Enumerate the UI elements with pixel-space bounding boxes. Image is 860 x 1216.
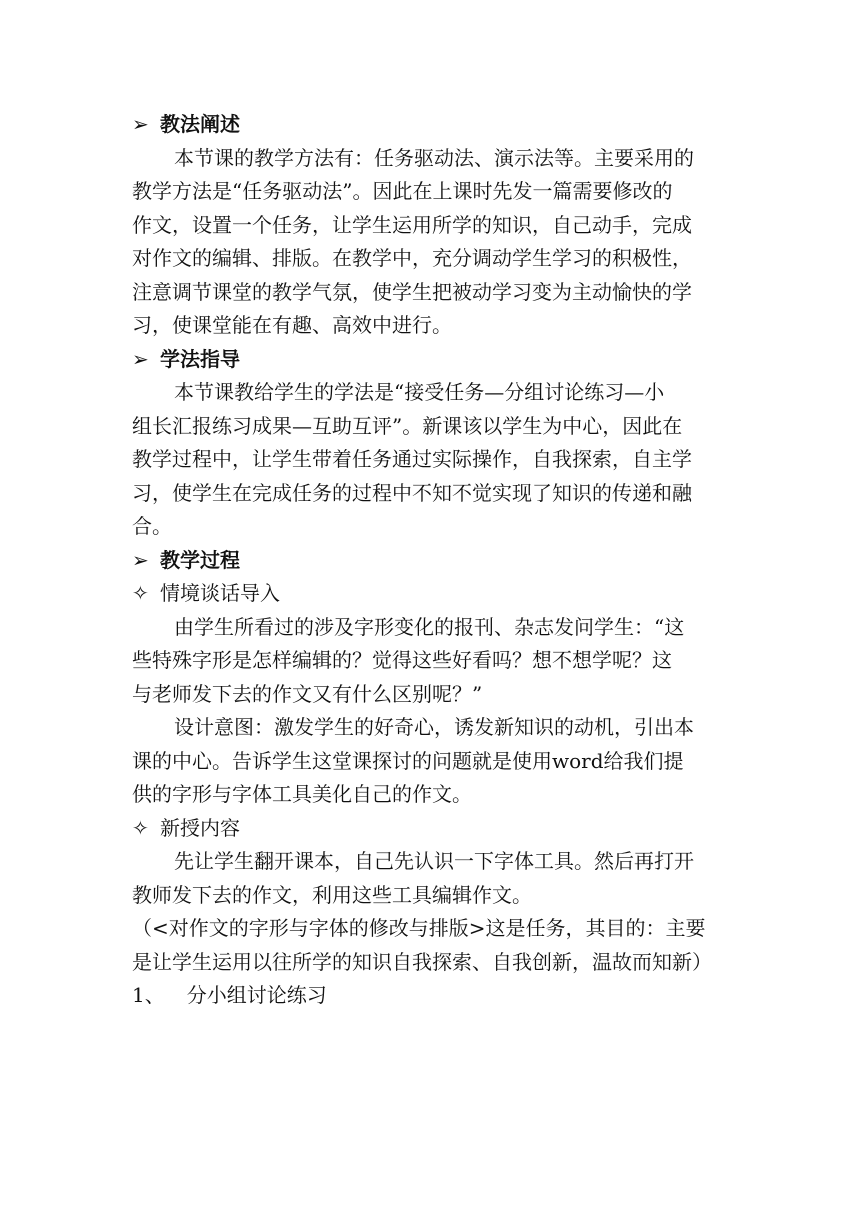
paragraph-line: 课的中心。告诉学生这堂课探讨的问题就是使用word给我们提 bbox=[132, 748, 684, 773]
paragraph-line: 些特殊字形是怎样编辑的？觉得这些好看吗？想不想学呢？这 bbox=[132, 648, 672, 672]
paragraph-line: 教学方法是“任务驱动法”。因此在上课时先发一篇需要修改的 bbox=[132, 179, 673, 203]
paragraph-line: 合。 bbox=[132, 514, 172, 538]
paragraph-line: 设计意图：激发学生的好奇心，诱发新知识的动机，引出本 bbox=[174, 715, 694, 739]
diamond-bullet-icon: ✧ bbox=[132, 815, 149, 840]
paragraph-line: 本节课的教学方法有：任务驱动法、演示法等。主要采用的 bbox=[174, 145, 694, 170]
subsection-text: 情境谈话导入 bbox=[160, 581, 280, 605]
paragraph-line: 是让学生运用以往所学的知识自我探索、自我创新，温故而知新） bbox=[132, 949, 712, 974]
section-heading bbox=[132, 544, 732, 578]
paragraph-line: 注意调节课堂的教学气氛，使学生把被动学习变为主动愉快的学 bbox=[132, 279, 692, 304]
paragraph-line: 组长汇报练习成果—互助互评”。新课该以学生为中心，因此在 bbox=[132, 413, 683, 438]
paragraph-line: 习，使学生在完成任务的过程中不知不觉实现了知识的传递和融 bbox=[132, 480, 692, 505]
heading-text: 教法阐述 bbox=[160, 112, 240, 136]
paragraph-line: 由学生所看过的涉及字形变化的报刊、杂志发问学生：“这 bbox=[174, 614, 685, 639]
paragraph-line: 教学过程中，让学生带着任务通过实际操作，自我探索，自主学 bbox=[132, 447, 692, 471]
subsection-heading bbox=[132, 577, 732, 611]
heading-text: 教学过程 bbox=[160, 547, 240, 572]
paragraph-line: 本节课教给学生的学法是“接受任务—分组讨论练习—小 bbox=[174, 380, 665, 404]
arrow-bullet-icon: ➢ bbox=[132, 112, 149, 136]
paragraph-line: 习，使课堂能在有趣、高效中进行。 bbox=[132, 313, 452, 337]
paragraph-line: 教师发下去的作文，利用这些工具编辑作文。 bbox=[132, 882, 532, 907]
document-body bbox=[132, 108, 732, 1013]
paragraph-line: 与老师发下去的作文又有什么区别呢？” bbox=[132, 681, 483, 706]
paragraph-line: 对作文的编辑、排版。在教学中，充分调动学生学习的积极性， bbox=[132, 246, 692, 270]
subsection-heading bbox=[132, 812, 732, 846]
subsection-text: 新授内容 bbox=[160, 815, 240, 840]
diamond-bullet-icon: ✧ bbox=[132, 581, 149, 605]
item-text: 分小组讨论练习 bbox=[186, 983, 327, 1007]
paragraph-line: 作文，设置一个任务，让学生运用所学的知识，自己动手，完成 bbox=[132, 212, 692, 237]
item-number: 1、 bbox=[132, 983, 165, 1007]
arrow-bullet-icon: ➢ bbox=[132, 346, 149, 371]
arrow-bullet-icon: ➢ bbox=[132, 547, 149, 572]
paragraph-line: （<对作文的字形与字体的修改与排版>这是任务，其目的：主要 bbox=[132, 916, 706, 940]
heading-text: 学法指导 bbox=[160, 346, 240, 371]
paragraph-line: 供的字形与字体工具美化自己的作文。 bbox=[132, 782, 472, 806]
numbered-item bbox=[132, 979, 732, 1013]
paragraph-line: 先让学生翻开课本，自己先认识一下字体工具。然后再打开 bbox=[174, 849, 694, 873]
section-heading bbox=[132, 343, 732, 377]
section-heading bbox=[132, 108, 732, 142]
